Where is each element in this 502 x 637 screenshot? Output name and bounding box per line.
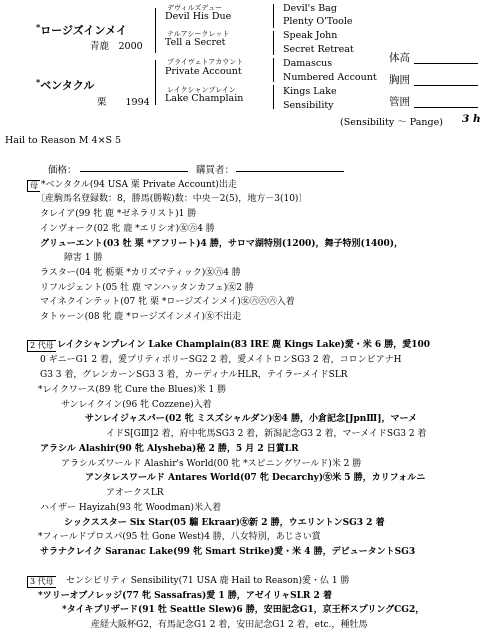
g3-name: Devil's Bag — [283, 3, 337, 14]
sire-marker: * — [36, 22, 41, 32]
g2-name: Private Account — [165, 66, 242, 77]
sire-name-text: ロージズインメイ — [40, 24, 127, 37]
second-dam-line: ハイザー Hayizah(93 牝 Woodman)米入着 — [40, 503, 222, 513]
dam-line: グリューエント(03 牡 栗 *アフリート)4 勝，サロマ湖特別(1200)，舞子特別(1400)， — [40, 239, 404, 249]
second-dam-line: イドS[GⅢ]2 着，府中牝馬SG3 2 着，新潟記念G3 2 着，マーメイドSG3 2 着 — [106, 429, 427, 439]
section-tag: 3 代母 — [27, 576, 56, 588]
g3-name: Damascus — [283, 58, 333, 69]
dam-line: ラスター(04 牝 栃栗 *カリズマティック)㊛㊅4 勝 — [40, 268, 241, 278]
dam-line: タレイア(99 牝 鹿 *ゼネラリスト)1 勝 — [40, 209, 197, 219]
g2-ruby: デヴィルズデュー — [167, 4, 223, 12]
second-dam-line: G3 3 着，グレンカーンSG3 3 着，カーディナルHLR，テイラーメイドSLR — [40, 370, 348, 380]
second-dam-line: 0 ギニーG1 2 着，愛プリティポリーSG2 2 着，愛メイトロンSG3 2 着，コロンビアナH — [40, 355, 402, 365]
second-dam-line: アラシル Alashir(90 牝 Alysheba)秘 2 勝，5 月 2 日賞LR — [40, 444, 299, 454]
height-field[interactable] — [414, 63, 478, 64]
second-dam-line: アラシルズワールド Alashir's World(00 牝 *スピニングワールド)米 2 勝 — [61, 459, 362, 469]
dam-line: インヴォーク(02 牝 鹿 *エリシオ)㊛㊅4 勝 — [40, 224, 215, 234]
dam-marker: * — [36, 77, 41, 87]
g2-ruby: プライヴェトアカウント — [167, 58, 244, 66]
sire-info: 青鹿 2000 — [90, 41, 143, 52]
section-tag: 2 代母 — [27, 340, 56, 352]
g2-ruby: テルアシークレット — [167, 30, 230, 38]
second-dam-line: *レイクワース(89 牝 Cure the Blues)米 1 勝 — [38, 385, 227, 395]
g3-name: Sensibility — [283, 100, 334, 111]
pedigree-footnote: (Sensibility ～ Pange) — [340, 117, 443, 128]
buyer-field[interactable] — [236, 171, 344, 172]
bracket-line — [155, 60, 156, 105]
second-dam-line: サンレイジャスパー(02 牝 ミスズシャルダン)㊛4 勝，小倉記念[JpnⅢ]，マーメ — [85, 414, 418, 424]
second-dam-line-text: レイクシャンプレイン Lake Champlain(83 IRE 鹿 Kings Lake)愛・米 6 勝，愛100 — [57, 340, 431, 350]
g3-name: Numbered Account — [283, 72, 377, 83]
second-dam-line: *フィールドプロスパ(95 牡 Gone West)4 勝，八女特別，あじさい賞 — [38, 532, 321, 542]
dam-line: リフルジェント(05 牡 鹿 マンハッタンカフェ)㊛2 勝 — [40, 283, 254, 293]
third-dam-line: 産経大阪杯G2，有馬記念G1 2 着，安田記念G1 2 着，etc.，種牡馬 — [91, 620, 368, 630]
dam-name-text: ベンタクル — [40, 79, 95, 92]
dam-line: *ベンタクル(94 USA 栗 Private Account)出走 — [41, 180, 237, 190]
second-dam-line: サラナクレイク Saranac Lake(99 牝 Smart Strike)愛・米 4 勝，デビュータントSG3 — [40, 547, 416, 557]
section-tag: 母 — [27, 180, 40, 192]
dam-line: 障害 1 勝 — [64, 253, 103, 263]
cannon-field[interactable] — [414, 107, 478, 108]
bracket-line — [273, 58, 274, 82]
buyer-label: 購買者： — [196, 165, 235, 176]
price-label: 価格： — [48, 165, 77, 176]
dam-line: マイネクインテット(07 牝 栗 *ロージズインメイ)㊛㊅㊅㊅入着 — [40, 297, 295, 307]
second-dam-line: アオークスLR — [106, 488, 164, 498]
third-dam-line: *ツリーオブノレッジ(77 牝 Sassafras)愛 1 勝，アゼイリャSLR 2 着 — [38, 591, 332, 601]
price-field[interactable] — [80, 171, 188, 172]
third-dam-line: *タイキブリザード(91 牡 Seattle Slew)6 勝，安田記念G1，京王杯スプリングCG2， — [62, 605, 425, 615]
dam-info: 栗 1994 — [97, 97, 150, 108]
inbreeding-note: Hail to Reason M 4×S 5 — [5, 135, 122, 146]
second-dam-line: サンレイクイン(96 牝 Cozzene)入着 — [61, 400, 212, 410]
g2-name: Tell a Secret — [165, 37, 226, 48]
third-dam-line: センシビリティ Sensibility(71 USA 鹿 Hail to Reason)愛・仏 1 勝 — [66, 576, 350, 586]
g2-ruby: レイクシャンプレイン — [167, 86, 236, 94]
bracket-line — [273, 31, 274, 55]
second-dam-line: アンタレスワールド Antares World(07 牝 Decarchy)㊛米 5 勝，カリフォルニ — [85, 473, 426, 483]
bracket-line — [273, 4, 274, 28]
chest-field[interactable] — [414, 85, 478, 86]
g3-name: Secret Retreat — [283, 44, 354, 55]
cannon-label: 管囲 — [389, 96, 410, 108]
dam-line: 〔産駒馬名登録数：8，勝馬(勝鞍)数：中央－2(5)，地方－3(10)〕 — [36, 194, 308, 204]
sire-name — [36, 22, 127, 38]
g3-name: Plenty O'Toole — [283, 16, 353, 27]
family-number: 3 h — [462, 113, 481, 125]
bracket-line — [273, 85, 274, 109]
g3-name: Kings Lake — [283, 86, 337, 97]
bracket-line — [155, 8, 156, 53]
dam-name — [36, 77, 94, 93]
dam-line: タトゥーン(08 牝 鹿 *ロージズインメイ)㊛不出走 — [40, 312, 242, 322]
height-label: 体高 — [389, 52, 410, 64]
second-dam-line: シックススター Six Star(05 騸 Ekraar)㊛新 2 勝，ウエリントンSG3 2 着 — [64, 518, 385, 528]
second-dam-line — [57, 339, 430, 352]
g2-name: Devil His Due — [165, 11, 232, 22]
g3-name: Speak John — [283, 30, 338, 41]
g2-name: Lake Champlain — [165, 93, 244, 104]
chest-label: 胸囲 — [389, 74, 410, 86]
